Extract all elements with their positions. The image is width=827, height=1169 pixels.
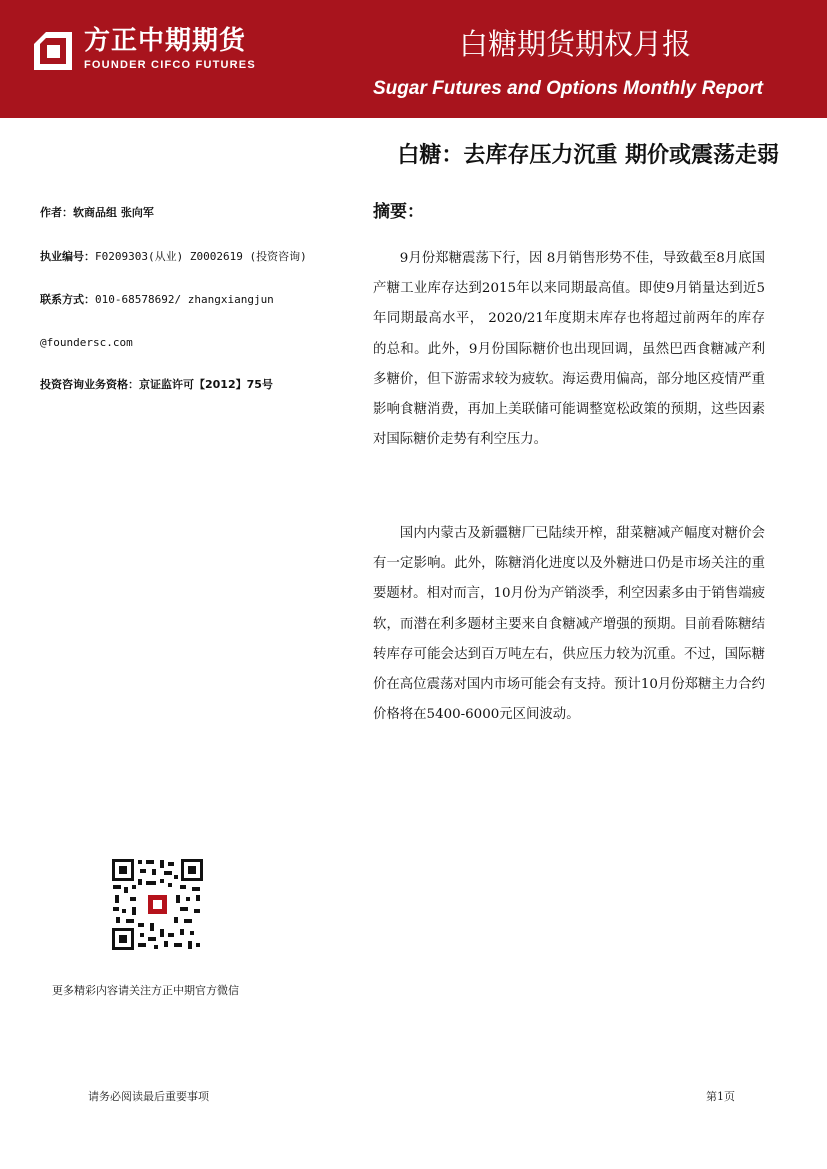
contact-label: 联系方式： — [40, 293, 95, 306]
report-title-en — [373, 77, 763, 101]
contact-domain: @foundersc.com — [40, 336, 133, 349]
abstract-paragraph-1: 9月份郑糖震荡下行，因 8月销售形势不佳，导致截至8月底国产糖工业库存达到2015年以来同期最高值。即使9月销量达到近5年同期最高水平， 2020/21年度期末库存也将超过前两年的库存的总和。此外，9月份国际糖价也出现回调，虽然巴西食糖减产利多糖价，但下游需求较为疲软。海运费用偏高，部分地区疫情严重影响食糖消费，再加上美联储可能调整宽松政策的预期，这些因素对国际糖价走势有利空压力。 — [373, 251, 765, 448]
report-title-en-main: Sugar Futures and Options Monthly — [373, 78, 696, 99]
license-value: F0209303(从业) Z0002619 (投资咨询) — [95, 250, 307, 263]
license-line — [40, 249, 307, 265]
wechat-qr-code-icon — [110, 857, 205, 952]
founder-logo-icon — [32, 30, 74, 72]
author-line — [40, 205, 154, 221]
qualification-value: 京证监许可【2012】75号 — [139, 378, 273, 391]
company-name-cn: 方正中期期货 — [84, 26, 247, 56]
abstract-paragraph-2: 国内内蒙古及新疆糖厂已陆续开榨，甜菜糖减产幅度对糖价会有一定影响。此外，陈糖消化进度以及外糖进口仍是市场关注的重要题材。相对而言，10月份为产销淡季，利空因素多由于销售端疲软，而潜在利多题材主要来自食糖减产增强的预期。目前看陈糖结转库存可能会达到百万吨左右，供应压力较为沉重。不过，国际糖价在高位震荡对国内市场可能会有支持。预计10月份郑糖主力合约价格将在5400-6000元区间波动。 — [373, 526, 765, 723]
contact-domain-line — [40, 335, 133, 351]
report-title-cn: 白糖期货期权月报 — [458, 27, 691, 61]
contact-line — [40, 292, 274, 308]
page-number: 第1页 — [706, 1090, 735, 1103]
abstract-heading: 摘要： — [373, 202, 424, 222]
author-label: 作者： — [40, 206, 73, 219]
report-header — [0, 0, 827, 118]
company-name-en: FOUNDER CIFCO FUTURES — [84, 59, 256, 71]
contact-value: 010-68578692/ zhangxiangjun — [95, 293, 274, 306]
qualification-line — [40, 377, 273, 393]
report-title-en-suffix: Report — [701, 78, 763, 99]
author-value: 软商品组 张向军 — [73, 206, 154, 219]
license-label: 执业编号： — [40, 250, 95, 263]
footer-notice: 请务必阅读最后重要事项 — [88, 1090, 209, 1103]
qr-caption: 更多精彩内容请关注方正中期官方微信 — [52, 984, 239, 997]
qualification-label: 投资咨询业务资格： — [40, 378, 139, 391]
report-headline: 白糖：去库存压力沉重 期价或震荡走弱 — [397, 142, 779, 168]
